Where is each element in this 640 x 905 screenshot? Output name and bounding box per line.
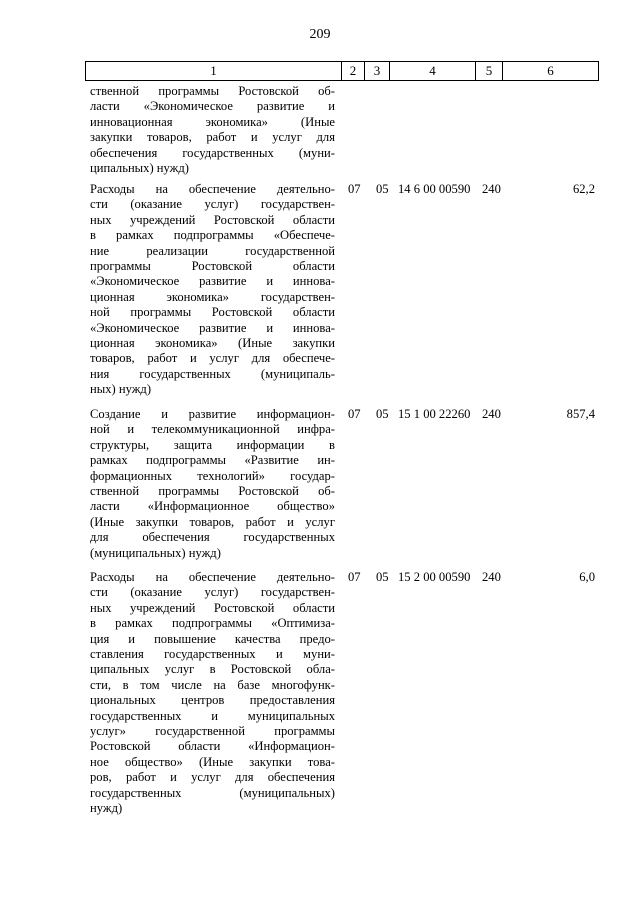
row-description-line: Ростовской области «Информацион- [90, 739, 335, 754]
row-code-c2: 07 [348, 570, 361, 584]
row-code-c4: 14 6 00 00590 [398, 182, 471, 196]
row-description-line: Расходы на обеспечение деятельно- [90, 182, 335, 196]
row-description-line: ставления государственных и муни- [90, 647, 335, 662]
row-description-line: услуг» государственной программы [90, 724, 335, 739]
row-description-line: (муниципальных) нужд) [90, 545, 221, 560]
row-description-line: обеспечения государственных (муни- [90, 145, 335, 160]
row-description-line: ласти «Информационное общество» [90, 499, 335, 514]
row-code-c4: 15 1 00 22260 [398, 407, 471, 421]
row-description [90, 570, 335, 817]
row-code-c2: 07 [348, 182, 361, 196]
row-description-line: государственных (муниципальных) [90, 785, 335, 800]
page-number: 209 [309, 27, 331, 42]
row-description-line: сти, в том числе на базе многофунк- [90, 677, 335, 692]
row-description [90, 84, 335, 176]
row-description-line: ние реализации государственной [90, 243, 335, 258]
row-description-line: Расходы на обеспечение деятельно- [90, 570, 335, 584]
row-code-c5: 240 [482, 407, 501, 421]
row-description-line: закупки товаров, работ и услуг для [90, 130, 335, 145]
row-description-line: структуры, защита информации в [90, 437, 335, 452]
row-amount: 6,0 [579, 570, 595, 584]
row-description-line: нужд) [90, 801, 123, 816]
row-description-line: ров, работ и услуг для обеспечения [90, 770, 335, 785]
row-description-line: «Экономическое развитие и иннова- [90, 320, 335, 335]
row-description-line: ное общество» (Иные закупки това- [90, 754, 335, 769]
row-description-line: ственной программы Ростовской об- [90, 84, 335, 98]
row-description-line: государственных и муниципальных [90, 708, 335, 723]
row-description-line: в рамках подпрограммы «Оптимиза- [90, 616, 335, 631]
row-code-c2: 07 [348, 407, 361, 421]
row-code-c3: 05 [376, 182, 389, 196]
row-description-line: ной программы Ростовской области [90, 305, 335, 320]
row-description [90, 182, 335, 398]
row-description-line: для обеспечения государственных [90, 530, 335, 545]
row-description-line: инновационная экономика» (Иные [90, 114, 335, 129]
row-description-line: ласти «Экономическое развитие и [90, 99, 335, 114]
row-code-c5: 240 [482, 182, 501, 196]
row-description-line: Создание и развитие информацион- [90, 407, 335, 421]
column-header-1: 1 [210, 63, 217, 78]
row-description-line: ционная экономика» государствен- [90, 289, 335, 304]
row-description-line: ционная экономика» (Иные закупки [90, 336, 335, 351]
row-description-line: формационных технологий» государ- [90, 468, 335, 483]
row-code-c3: 05 [376, 407, 389, 421]
column-header-5: 5 [485, 63, 493, 78]
column-header-6: 6 [547, 63, 554, 78]
row-description-line: сти (оказание услуг) государствен- [90, 197, 335, 212]
row-description-line: сти (оказание услуг) государствен- [90, 585, 335, 600]
row-amount: 857,4 [566, 407, 595, 421]
row-description-line: товаров, работ и услуг для обеспече- [90, 351, 335, 366]
row-code-c4: 15 2 00 00590 [398, 570, 471, 584]
row-amount: 62,2 [572, 182, 595, 196]
column-header-2: 2 [349, 63, 357, 78]
row-description [90, 407, 335, 561]
row-description-line: ция и повышение качества предо- [90, 631, 335, 646]
row-code-c5: 240 [482, 570, 501, 584]
row-code-c3: 05 [376, 570, 389, 584]
column-header-3: 3 [373, 63, 381, 78]
row-description-line: ных учреждений Ростовской области [90, 600, 335, 615]
row-description-line: ственной программы Ростовской об- [90, 484, 335, 499]
column-number-header [85, 61, 599, 81]
row-description-line: программы Ростовской области [90, 259, 335, 274]
row-description-line: ных учреждений Ростовской области [90, 212, 335, 227]
row-description-line: циональных центров предоставления [90, 693, 335, 708]
row-description-line: (Иные закупки товаров, работ и услуг [90, 514, 335, 529]
row-description-line: в рамках подпрограммы «Обеспече- [90, 228, 335, 243]
row-description-line: ных) нужд) [90, 382, 152, 397]
row-description-line: рамках подпрограммы «Развитие ин- [90, 453, 335, 468]
row-description-line: «Экономическое развитие и иннова- [90, 274, 335, 289]
column-header-4: 4 [429, 63, 436, 78]
row-description-line: ной и телекоммуникационной инфра- [90, 422, 335, 437]
row-description-line: ния государственных (муниципаль- [90, 366, 335, 381]
row-description-line: ципальных) нужд) [90, 161, 189, 176]
row-description-line: ципальных услуг в Ростовской обла- [90, 662, 335, 677]
